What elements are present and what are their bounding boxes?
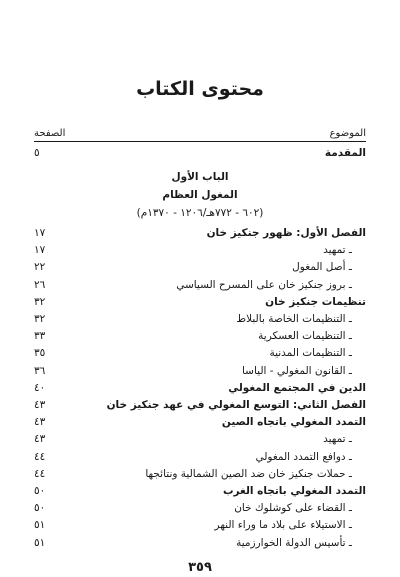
toc-entry-label: ـ دوافع التمدد المغولي [255, 450, 352, 463]
toc-entry-label: ـ التنظيمات المدنية [269, 347, 352, 360]
toc-entry-label: الدين في المجتمع المغولي [228, 381, 366, 394]
toc-row [34, 278, 366, 293]
toc-entry-page: ٣٢ [34, 313, 46, 325]
toc-entry-page: ٣٦ [34, 364, 46, 377]
page-column-header: الصفحة [34, 128, 66, 139]
toc-entry-page: ٣٥ [34, 347, 46, 360]
toc-entry-page: ١٧ [34, 244, 46, 257]
toc-row [34, 398, 366, 413]
toc-entry-page: ٥١ [34, 519, 46, 532]
toc-entry-page: ٤٣ [34, 399, 46, 411]
toc-entry-page: ٤٤ [34, 467, 46, 480]
page-number: ٣٥٩ [188, 560, 212, 575]
toc-entry-label: ـ التنظيمات العسكرية [258, 330, 352, 343]
toc-row [34, 518, 366, 533]
toc-row [34, 312, 366, 327]
toc-row-intro [34, 146, 366, 161]
toc-row [34, 226, 366, 241]
toc-entry-label: ـ الاستيلاء على بلاد ما وراء النهر [214, 519, 352, 532]
toc-entry-label: ـ القضاء على كوشلوك خان [234, 502, 352, 515]
toc-entry-page: ٣٢ [34, 295, 46, 308]
toc-row [34, 467, 366, 482]
toc-entry-page: ٢٦ [34, 278, 46, 291]
toc-row [34, 381, 366, 396]
part-label: الباب الأول [171, 171, 229, 183]
toc-entry-page: ٤٣ [34, 416, 46, 429]
toc-row [34, 260, 366, 275]
toc-row [34, 364, 366, 379]
toc-entry-page: ١٧ [34, 227, 46, 239]
toc-row [34, 346, 366, 361]
toc-entry-page: ٤٣ [34, 433, 46, 446]
toc-entry-label: تنظيمات جنكيز خان [265, 295, 366, 308]
toc-row [34, 536, 366, 551]
toc-row [34, 415, 366, 430]
toc-row [34, 450, 366, 465]
part-name: المغول العظام [162, 189, 238, 201]
toc-entry-page: ٥٠ [34, 485, 46, 497]
toc-entry-label: ـ أصل المغول [292, 261, 352, 274]
toc-entry-label: ـ تمهيد [323, 433, 352, 446]
toc-entry-label: ـ تمهيد [323, 244, 352, 257]
toc-entry-label: ـ تأسيس الدولة الخوارزمية [236, 536, 352, 549]
toc-entry-page: ٤٠ [34, 381, 46, 394]
header-divider [34, 141, 366, 142]
toc-row [34, 329, 366, 344]
toc-entry-page: ٥٠ [34, 502, 46, 515]
toc-entry-label: ـ القانون المغولي - الياسا [241, 364, 352, 377]
page-title: محتوى الكتاب [136, 78, 264, 100]
toc-row [34, 501, 366, 516]
toc-entry-page: ٣٣ [34, 330, 46, 343]
toc-entry-page: ٤٤ [34, 450, 46, 463]
topic-column-header: الموضوع [329, 128, 366, 139]
toc-entry-label: الفصل الثاني: التوسع المغولي في عهد جنكيز خان [106, 399, 366, 411]
toc-entry-label: ـ بروز جنكيز خان على المسرح السياسي [176, 278, 352, 291]
toc-entry-page: ٢٢ [34, 261, 46, 274]
toc-row [34, 432, 366, 447]
toc-entry-label: التمدد المغولي باتجاه الغرب [222, 485, 366, 497]
toc-entry-label: ـ التنظيمات الخاصة بالبلاط [236, 313, 352, 325]
toc-entry-label: المقدمة [324, 147, 366, 159]
toc-entry-label: الفصل الأول: ظهور جنكيز خان [206, 227, 366, 239]
toc-row [34, 484, 366, 499]
toc-entry-label: ـ حملات جنكيز خان ضد الصين الشمالية ونتائجها [145, 467, 352, 480]
toc-entry-page: ٥١ [34, 536, 46, 549]
toc-row [34, 243, 366, 258]
toc-row [34, 295, 366, 310]
toc-entry-page: ٥ [34, 147, 40, 159]
toc-entry-label: التمدد المغولي باتجاه الصين [221, 416, 366, 429]
part-dates: (٦٠٢ - ٧٧٢هـ/١٢٠٦ - ١٣٧٠م) [136, 207, 264, 219]
